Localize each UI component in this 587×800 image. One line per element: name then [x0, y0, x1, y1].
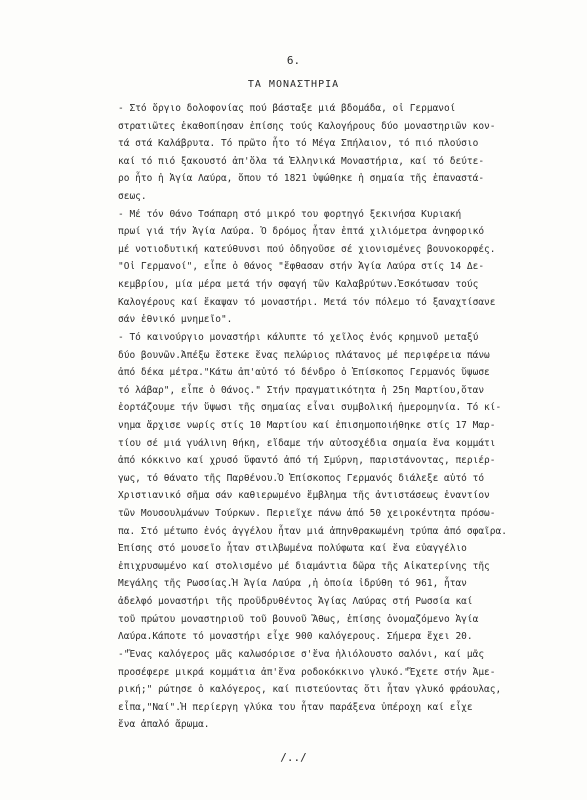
text-line: στρατιῶτες ἐκαθοπίησαν ἐπίσης τούς Καλογήρους δύο μοναστηριῶν κον- [118, 120, 496, 132]
text-line: ἀπό κόκκινο καί χρυσό ὕφαντό ἀπό τή Σμύρνη, παριστάνοντας, περιέρ- [118, 455, 496, 467]
text-line: μέ νοτιοδυτική κατεύθυνσι πού ὁδηγοῦσε σέ χιονισμένες βουνοκορφές. [118, 243, 496, 255]
text-line: - Στό ὄργιο δολοφονίας πού βάσταξε μιά βδομάδα, οἱ Γερμανοί [118, 103, 456, 114]
text-line: ἑορτάζουμε τήν ὕψωσι τῆς σημαίας εἶναι συμβολική ἡμερομηνία. Τό κί- [118, 402, 502, 414]
text-line: σάν ἐθνικό μνημεῖο". [118, 314, 233, 326]
text-line: δύο βουνῶν.Ἀπέξω ἔστεκε ἕνας πελώριος πλάτανος μέ περιφέρεια πάνω [118, 349, 490, 361]
text-line: ρική;" ρώτησε ὁ καλόγερος, καί πιστεύοντας ὅτι ἦταν γλυκό φράουλας, [118, 684, 502, 696]
text-line: νημα ἄρχισε νωρίς στίς 10 Μαρτίου καί ἐπισημοποιήθηκε στίς 17 Μαρ- [118, 419, 496, 431]
body-text [118, 100, 566, 734]
text-line: πρωί γιά τήν Ἁγία Λαύρα. Ὁ δρόμος ἦταν ἑπτά χιλιόμετρα ἀνηφορικό [118, 226, 485, 238]
text-line: Μεγάλης τῆς Ρωσσίας.Ἡ Ἁγία Λαύρα ,ἡ ὁποία ἱδρύθη τό 961, ἦταν [118, 578, 467, 590]
text-line: γως, τό θάνατο τῆς Παρθένου.Ὁ Ἐπίσκοπος Γερμανός διάλεξε αὐτό τό [118, 472, 485, 484]
page-number: 6. [286, 54, 301, 67]
continuation-mark: /../ [280, 751, 307, 764]
text-line: προσέφερε μικρά κομμάτια ἀπ'ἕνα ροδοκόκκινο γλυκό."Ἔχετε στήν Ἀμε- [118, 666, 496, 678]
text-line: "Οἱ Γερμανοί", εἶπε ὁ Θάνος "ἔφθασαν στήν Ἁγία Λαύρα στίς 14 Δε- [118, 261, 485, 273]
text-line: Ἐπίσης στό μουσεῖο ἦταν στιλβωμένα πολύφωτα καί ἕνα εὐαγγέλιο [118, 543, 467, 555]
text-line: - Τό καινούργιο μοναστήρι κάλυπτε τό χεῖλος ἑνός κρημνοῦ μεταξύ [118, 331, 479, 343]
text-line: τῶν Μουσουλμάνων Τούρκων. Περιεῖχε πάνω ἀπό 50 χειροκέντητα πρόσω- [118, 508, 496, 520]
text-line: ἐπιχρυσωμένο καί στολισμένο μέ διαμάντια δῶρα τῆς Αἰκατερίνης τῆς [118, 560, 490, 572]
text-line: τοῦ πρώτου μοναστηριοῦ τοῦ βουνοῦ Ἄθως, ἐπίσης ὀνομαζόμενο Ἁγία [118, 613, 479, 625]
text-line: κεμβρίου, μία μέρα μετά τήν σφαγή τῶν Καλαβρύτων.Ἐσκότωσαν τούς [118, 279, 479, 291]
text-line: καί τό πιό ξακουστό ἀπ'ὅλα τά Ἑλληνικά Μοναστήρια, καί τό δεύτε- [118, 155, 485, 167]
text-line: τίου σέ μιά γυάλινη θήκη, εἴδαμε τήν αὐτοσχέδια σημαία ἕνα κομμάτι [118, 437, 496, 449]
text-line: πα. Στό μέτωπο ἑνός ἀγγέλου ἦταν μιά ἀπηνθρακωμένη τρύπα ἀπό σφαῖρα. [118, 525, 507, 537]
text-line: ἀδελφό μοναστήρι τῆς προϋδρυθέντος Ἁγίας Λαύρας στή Ρωσσία καί [118, 596, 473, 608]
text-line: τά στά Καλάβρυτα. Τό πρῶτο ἦτο τό Μέγα Σπήλαιον, τό πιό πλούσιο [118, 138, 479, 150]
text-line: εἶπα,"Ναί".Ἡ περίεργη γλύκα του ἦταν παράξενα ὑπέροχη καί εἶχε [118, 701, 473, 713]
text-line: τό λάβαρ", εἶπε ὁ Θάνος." Στήν πραγματικότητα ἡ 25η Μαρτίου,ὅταν [118, 384, 485, 396]
text-line: ἕνα ἁπαλό ἄρωμα. [118, 719, 210, 731]
text-line: Λαύρα.Κάποτε τό μοναστήρι εἶχε 900 καλόγερους. Σήμερα ἔχει 20. [118, 631, 473, 643]
text-line: -"Ἕνας καλόγερος μᾶς καλωσόρισε σ'ἕνα ἡλιόλουστο σαλόνι, καί μᾶς [118, 648, 485, 660]
text-line: ρο ἦτο ἡ Ἁγία Λαύρα, ὅπου τό 1821 ὑψώθηκε ἡ σημαία τῆς ἐπαναστά- [118, 173, 485, 185]
text-line: ἀπό δέκα μέτρα."Κάτω ἀπ'αὐτό τό δένδρο ὁ Ἐπίσκοπος Γερμανός ὕψωσε [118, 367, 490, 379]
text-line: Χριστιανικό σῆμα σάν καθιερωμένο ἔμβλημα τῆς ἀντιστάσεως ἐναντίον [118, 490, 490, 502]
text-line: - Μέ τόν Θάνο Τσάπαρη στό μικρό του φορτηγό ξεκινήσα Κυριακή [118, 208, 462, 220]
text-line: Καλογέρους καί ἔκαψαν τό μοναστήρι. Μετά τόν πόλεμο τό ξαναχτίσανε [118, 296, 496, 308]
text-line: σεως. [118, 191, 147, 203]
chapter-title: ΤΑ ΜΟΝΑΣΤΗΡΙΑ [247, 79, 340, 90]
